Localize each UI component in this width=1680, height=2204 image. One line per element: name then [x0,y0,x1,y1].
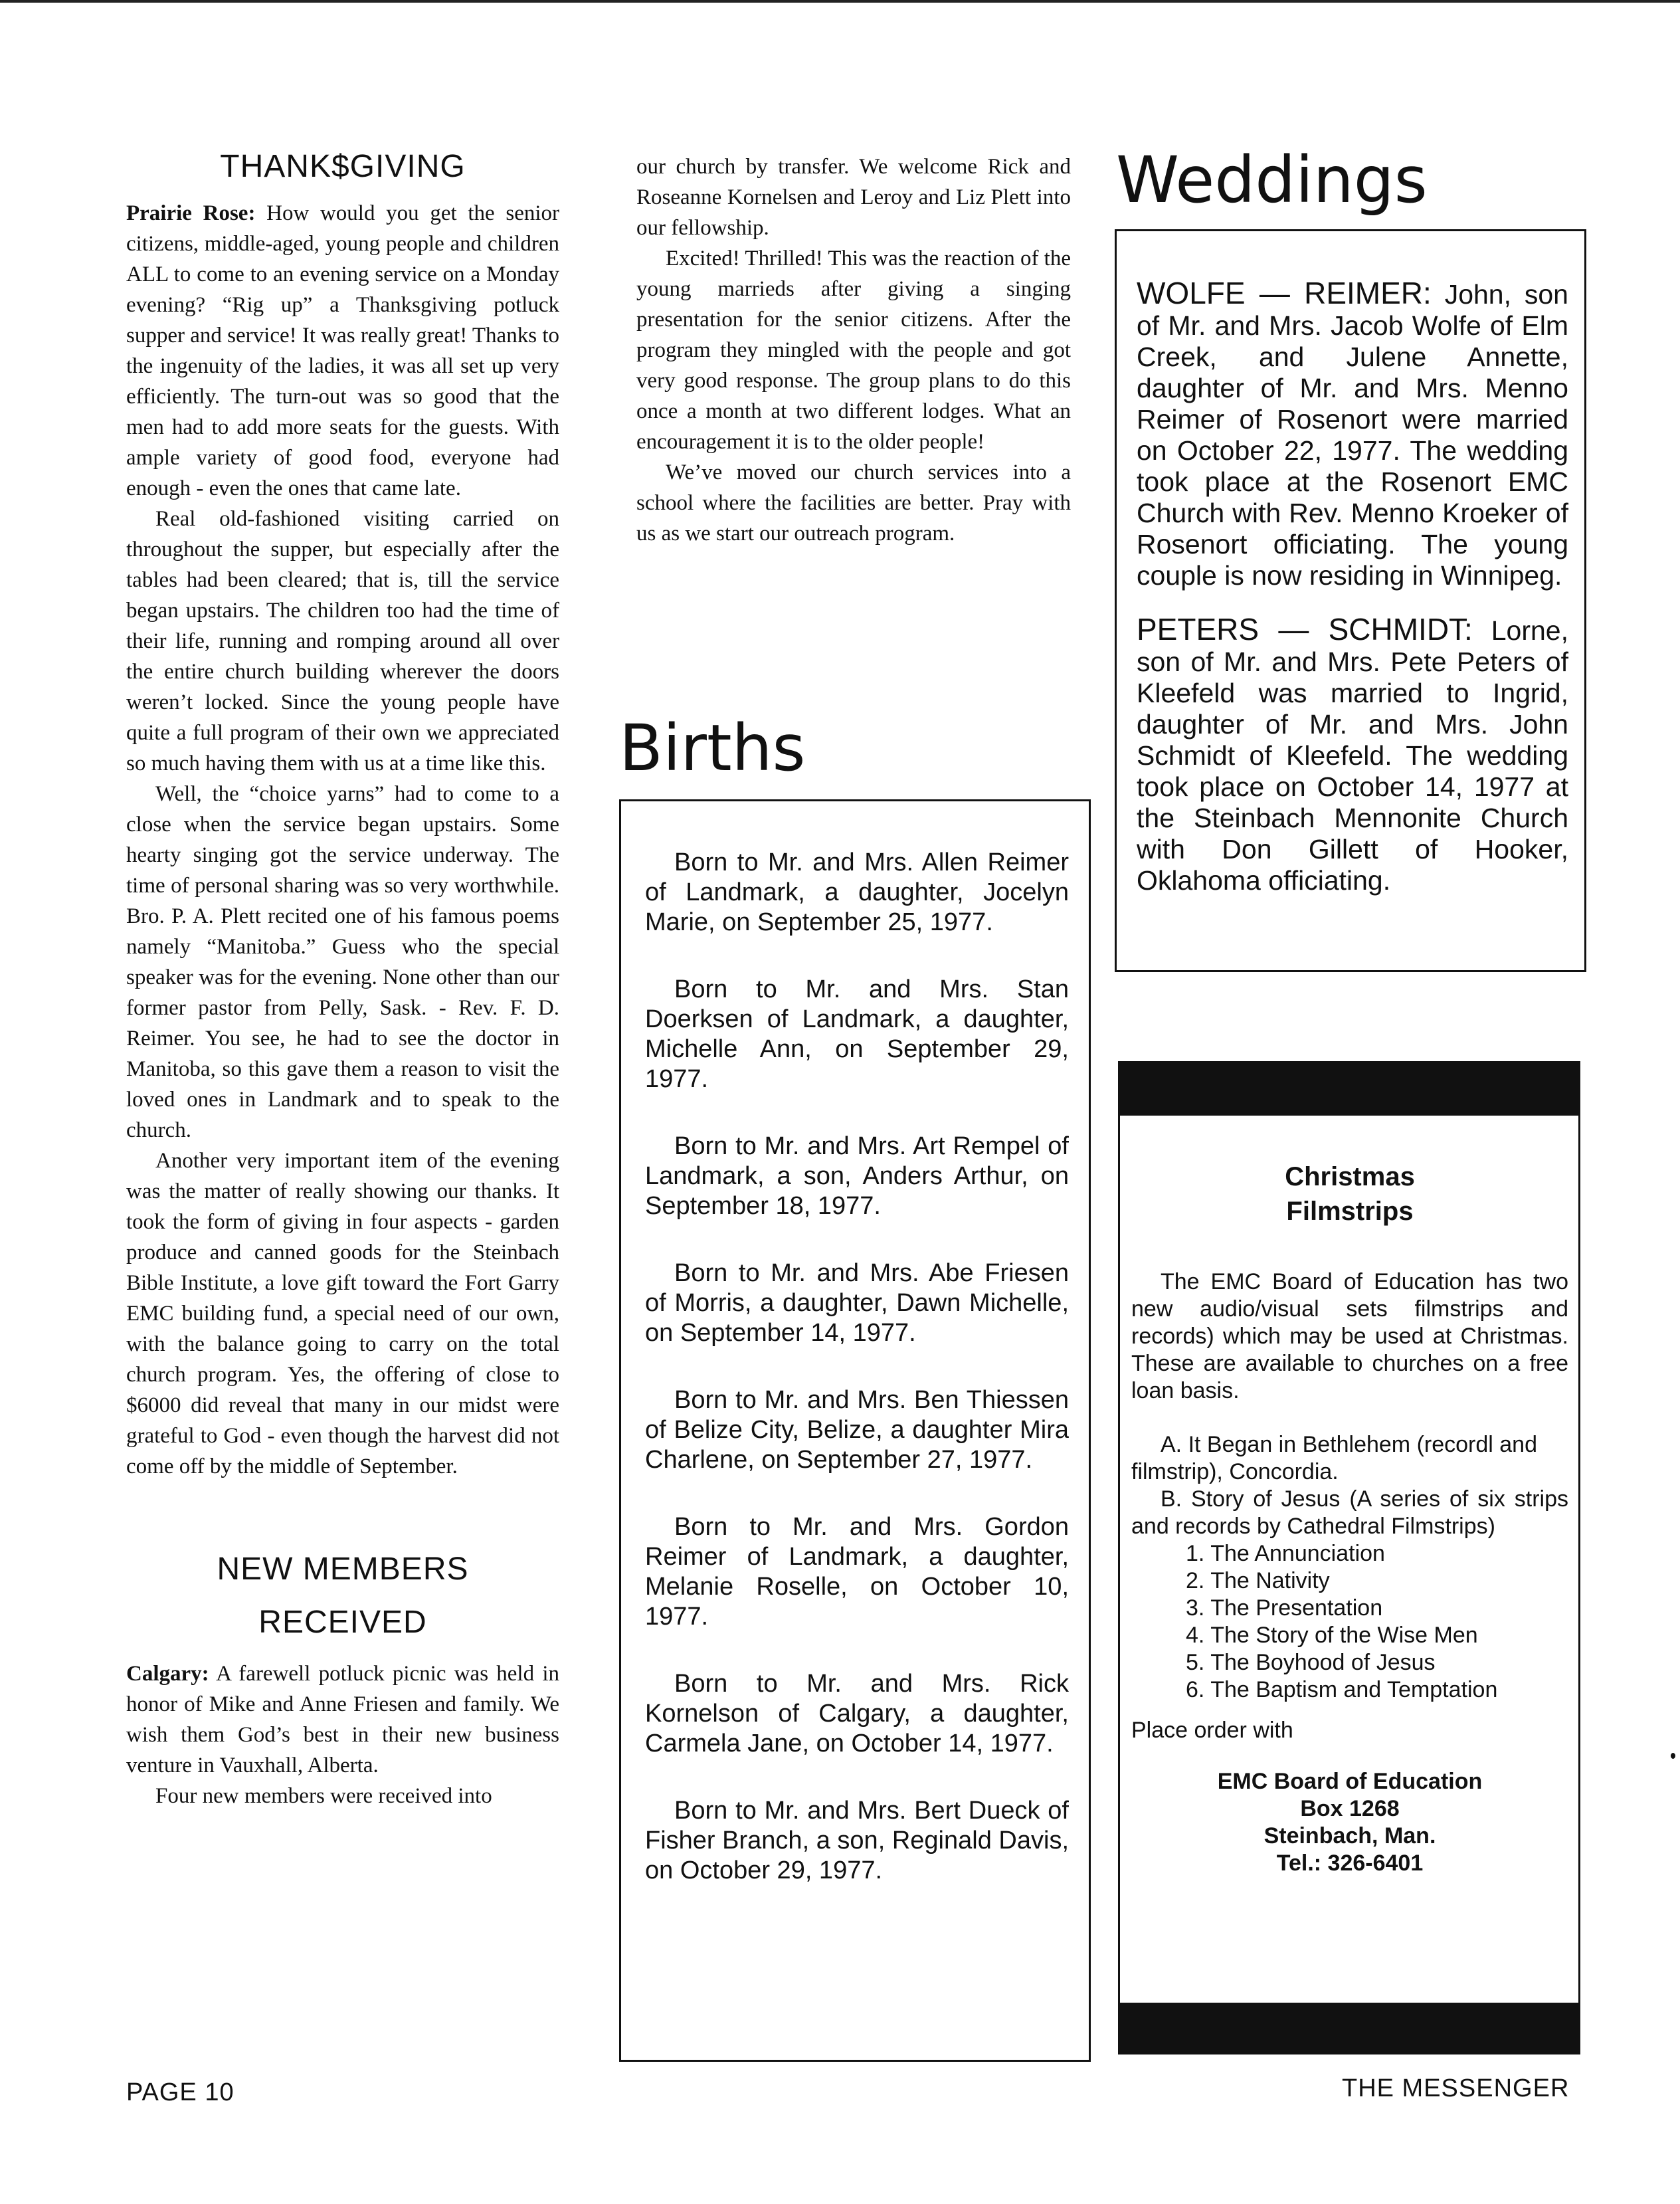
list-item: 2. The Nativity [1186,1568,1330,1593]
ad-contact-org: EMC Board of Education [1217,1769,1483,1794]
birth-announcement: Born to Mr. and Mrs. Ben Thiessen of Belize City, Belize, a daughter Mira Charlene, on September 27, 1977. [645,1386,1069,1474]
publication-name: THE MESSENGER [1342,2074,1570,2102]
birth-announcement: Born to Mr. and Mrs. Gordon Reimer of Landmark, a daughter, Melanie Roselle, on October 10, 1977. [645,1513,1069,1631]
wedding-names: WOLFE — REIMER: [1137,276,1432,310]
new-members-paragraph: Calgary: A farewell potluck picnic was held in honor of Mike and Anne Friesen and family. We wish them God’s best in their new business venture in Vauxhall, Alberta. [126,1662,559,1777]
births-box [619,799,1091,2062]
thanksgiving-lead: Prairie Rose: [126,201,256,225]
wedding-announcement: WOLFE — REIMER: John, son of Mr. and Mrs. Jacob Wolfe of Elm Creek, and Julene Annette, daughter of Mr. and Mrs. Menno Reimer of Rosenort were married on October 22, 1977. The wedding took place at the Rosenort EMC Church with Rev. Menno Kroeker of Rosenort officiating. The young couple is now residing in Winnipeg. [1137,276,1568,591]
birth-announcement: Born to Mr. and Mrs. Art Rempel of Landmark, a son, Anders Arthur, on September 18, 1977. [645,1132,1069,1220]
list-item: 5. The Boyhood of Jesus [1186,1650,1436,1675]
wedding-names: PETERS — SCHMIDT: [1137,612,1473,647]
birth-announcement: Born to Mr. and Mrs. Abe Friesen of Morris, a daughter, Dawn Michelle, on September 14, 1977. [645,1259,1069,1347]
birth-announcement: Born to Mr. and Mrs. Rick Kornelson of Calgary, a daughter, Carmela Jane, on October 14, 1977. [645,1670,1069,1757]
page-top-rule [0,0,1680,3]
page-number: PAGE 10 [126,2078,234,2106]
column-left [126,151,559,1811]
ad-intro: The EMC Board of Education has two new audio/visual sets filmstrips and records) which may be used at Christmas. These are available to churches on a free loan basis. [1131,1269,1568,1403]
new-members-continued: Excited! Thrilled! This was the reaction of the young marrieds after giving a singing presentation for the senior citizens. After the program they mingled with the people and got very good response. The group plans to do this once a month at two different lodges. What an encouragement it is to the older people! [636,247,1072,454]
list-item: 1. The Annunciation [1186,1541,1385,1566]
thanksgiving-paragraph: Well, the “choice yarns” had to come to a close when the service began upstairs. Some hearty singing got the service underway. The time of personal sharing was so very worthwhile. Bro. P. A. Plett recited one of his famous poems namely “Manitoba.” Guess who the special speaker was for the evening. None other than our former pastor from Pelly, Sask. - Rev. F. D. Reimer. You see, he had to see the doctor in Manitoba, so this gave them a reason to visit the loved ones in Landmark and to speak to the church. [126,782,559,1142]
birth-announcement: Born to Mr. and Mrs. Stan Doerksen of Landmark, a daughter, Michelle Ann, on September 29, 1977. [645,975,1069,1093]
thanksgiving-heading: THANK$GIVING [220,149,466,184]
thanksgiving-paragraph: Prairie Rose: How would you get the senior citizens, middle-aged, young people and children ALL to come to an evening service on a Monday evening? “Rig up” a Thanksgiving potluck supper and service! It was really great! Thanks to the ingenuity of the ladies, it was all set up very efficiently. The turn-out was so good that the men had to add more seats for the guests. With ample variety of good food, everyone had enough - even the ones that came late. [126,201,559,500]
filmstrips-ad [1118,1061,1580,2054]
column-middle [636,151,1071,549]
new-members-heading: NEW MEMBERS RECEIVED [217,1552,469,1640]
list-item: 3. The Presentation [1186,1595,1383,1621]
ad-filmstrip-list [1131,1540,1568,1704]
births-title: Births [619,711,806,785]
new-members-continued: our church by transfer. We welcome Rick and Roseanne Kornelsen and Leroy and Liz Plett into our fellowship. [636,155,1071,240]
margin-dot [1671,1753,1675,1759]
wedding-announcement: PETERS — SCHMIDT: Lorne, son of Mr. and Mrs. Pete Peters of Kleefeld was married to Ingrid, daughter of Mr. and Mrs. John Schmidt of Kleefeld. The wedding took place on October 14, 1977 at the Steinbach Mennonite Church with Don Gillett of Hooker, Oklahoma officiating. [1137,612,1568,896]
ad-item-a: A. It Began in Bethlehem (recordl and filmstrip), Concordia. [1131,1432,1537,1484]
new-members-lead: Calgary: [126,1662,209,1686]
ad-body [1131,1159,1568,1877]
ad-title: Christmas Filmstrips [1285,1162,1415,1226]
birth-announcement: Born to Mr. and Mrs. Bert Dueck of Fisher Branch, a son, Reginald Davis, on October 29, 1977. [645,1797,1069,1884]
ad-bottom-bar [1118,2003,1580,2054]
ad-contact-box: Box 1268 [1300,1796,1400,1821]
ad-right-rule [1578,1061,1580,2054]
list-item: 4. The Story of the Wise Men [1186,1623,1478,1648]
weddings-title: Weddings [1116,143,1428,217]
list-item: 6. The Baptism and Temptation [1186,1677,1498,1702]
ad-item-b: B. Story of Jesus (A series of six strips and records by Cathedral Filmstrips) [1131,1486,1568,1539]
weddings-box [1115,229,1586,972]
ad-order-label: Place order with [1131,1718,1293,1743]
births-list [645,848,1069,1886]
birth-announcement: Born to Mr. and Mrs. Allen Reimer of Landmark, a daughter, Jocelyn Marie, on September 25, 1977. [645,849,1069,936]
new-members-paragraph: Four new members were received into [155,1784,492,1808]
ad-contact-tel: Tel.: 326-6401 [1276,1851,1424,1876]
ad-top-bar [1118,1061,1580,1116]
new-members-continued: We’ve moved our church services into a school where the facilities are better. Pray with us as we start our outreach program. [636,460,1071,546]
thanksgiving-paragraph: Real old-fashioned visiting carried on throughout the supper, but especially after the tables had been cleared; that is, till the service began upstairs. The children too had the time of their life, running and romping around all over the entire church building wherever the doors weren’t locked. Since the young people have quite a full program of their own we appreciated so much having them with us at a time like this. [126,507,559,775]
ad-contact-city: Steinbach, Man. [1263,1823,1436,1849]
ad-left-rule [1118,1061,1120,2054]
ad-contact [1131,1768,1568,1877]
thanksgiving-paragraph: Another very important item of the evening was the matter of really showing our thanks. It took the form of giving in four aspects - garden produce and canned goods for the Steinbach Bible Institute, a love gift toward the Fort Garry EMC building fund, a special need of our own, with the balance going to carry on the total church program. Yes, the offering of close to $6000 did reveal that many in our midst were grateful to God - even though the harvest did not come off by the middle of September. [126,1149,559,1478]
